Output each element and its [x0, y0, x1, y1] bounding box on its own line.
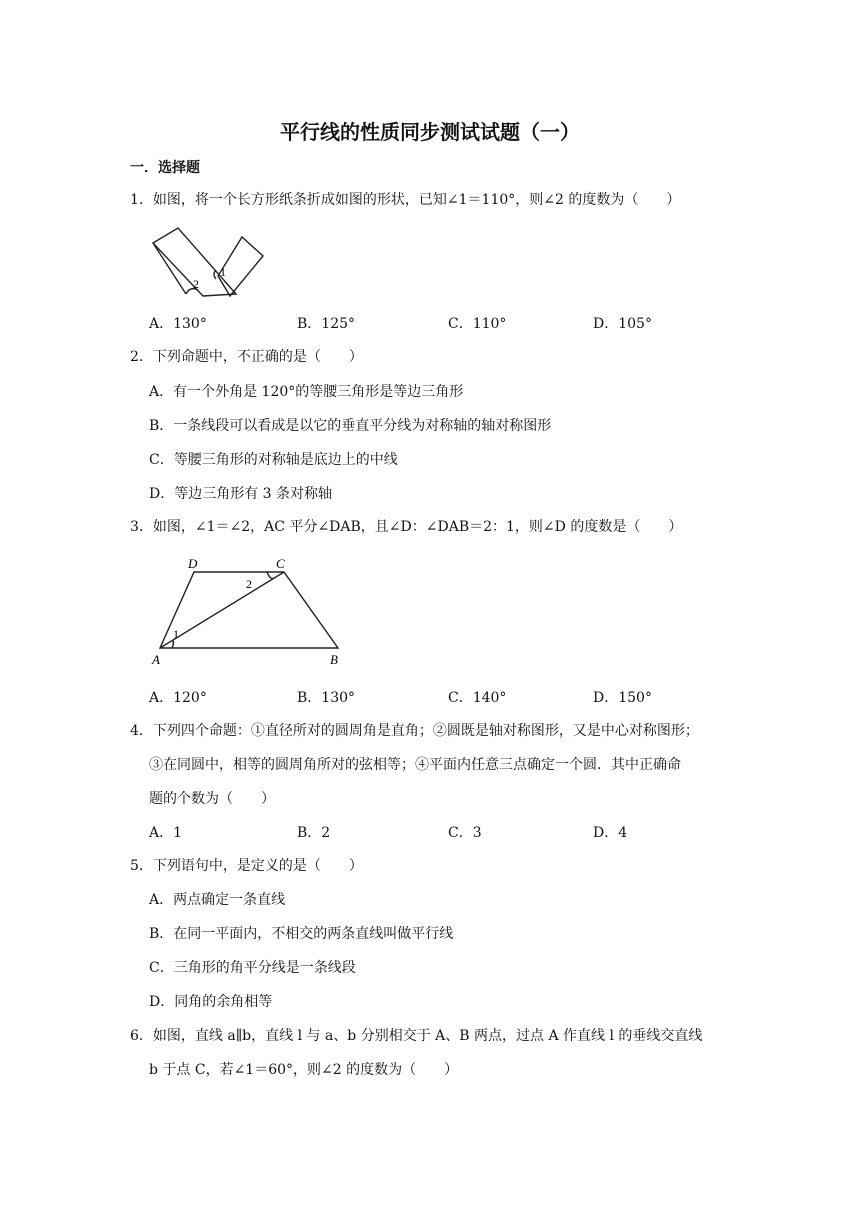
q5-stem: 5．下列语句中，是定义的是（ ）	[130, 858, 363, 874]
q6-stem-line-2: b 于点 C，若∠1＝60°，则∠2 的度数为（ ）	[149, 1062, 459, 1078]
q4-option-c[interactable]: C．3	[448, 825, 482, 841]
q1-label-1: 1	[220, 265, 226, 279]
q3-option-b[interactable]: B．130°	[297, 690, 356, 706]
q5-option-b[interactable]: B．在同一平面内，不相交的两条直线叫做平行线	[149, 926, 454, 942]
q5-option-c[interactable]: C．三角形的角平分线是一条线段	[149, 960, 356, 976]
q2-option-d[interactable]: D．等边三角形有 3 条对称轴	[149, 486, 333, 502]
q1-figure	[148, 224, 270, 300]
q1-strip-edge	[153, 243, 186, 294]
q3-label-1: 1	[173, 627, 179, 641]
q6-stem-line-1: 6．如图，直线 a∥b，直线 l 与 a、b 分别相交于 A、B 两点，过点 A 作直线 l 的垂线交直线	[130, 1028, 703, 1044]
q3-stem: 3．如图，∠1＝∠2，AC 平分∠DAB，且∠D：∠DAB＝2：1，则∠D 的度数是（ ）	[130, 519, 683, 535]
q5-option-d[interactable]: D．同角的余角相等	[149, 994, 273, 1010]
q2-option-b[interactable]: B．一条线段可以看成是以它的垂直平分线为对称轴的轴对称图形	[149, 418, 552, 434]
q4-stem-line-1: 4．下列四个命题：①直径所对的圆周角是直角；②圆既是轴对称图形，又是中心对称图形；	[130, 723, 699, 739]
q1-option-d[interactable]: D．105°	[593, 316, 652, 332]
q3-label-d: D	[188, 556, 198, 571]
q4-option-a[interactable]: A．1	[149, 825, 183, 841]
q5-option-a[interactable]: A．两点确定一条直线	[149, 892, 286, 908]
q3-arc-2	[267, 572, 274, 578]
q4-option-d[interactable]: D．4	[593, 825, 628, 841]
q3-figure	[148, 552, 348, 672]
q1-option-b[interactable]: B．125°	[297, 316, 356, 332]
q4-option-b[interactable]: B．2	[297, 825, 331, 841]
q3-label-b: B	[330, 652, 338, 667]
q2-option-a[interactable]: A．有一个外角是 120°的等腰三角形是等边三角形	[149, 384, 464, 400]
q3-option-a[interactable]: A．120°	[149, 690, 207, 706]
q1-stem: 1．如图，将一个长方形纸条折成如图的形状，已知∠1＝110°，则∠2 的度数为（ ）	[130, 192, 681, 208]
q1-option-c[interactable]: C．110°	[448, 316, 507, 332]
page-title: 平行线的性质同步测试试题（一）	[280, 120, 580, 144]
q2-option-c[interactable]: C．等腰三角形的对称轴是底边上的中线	[149, 452, 398, 468]
q1-label-2: 2	[193, 277, 199, 291]
q4-stem-line-2: ③在同圆中，相等的圆周角所对的弦相等；④平面内任意三点确定一个圆．其中正确命	[149, 757, 681, 773]
q3-label-a: A	[152, 652, 160, 667]
q3-option-c[interactable]: C．140°	[448, 690, 507, 706]
q4-stem-line-3: 题的个数为（ ）	[149, 791, 275, 807]
q2-stem: 2．下列命题中，不正确的是（ ）	[130, 349, 363, 365]
q1-option-a[interactable]: A．130°	[149, 316, 207, 332]
q3-label-c: C	[276, 556, 285, 571]
section-heading: 一．选择题	[130, 160, 200, 176]
q3-label-2: 2	[246, 577, 252, 591]
q3-option-d[interactable]: D．150°	[593, 690, 652, 706]
q1-arc-1	[214, 270, 216, 279]
